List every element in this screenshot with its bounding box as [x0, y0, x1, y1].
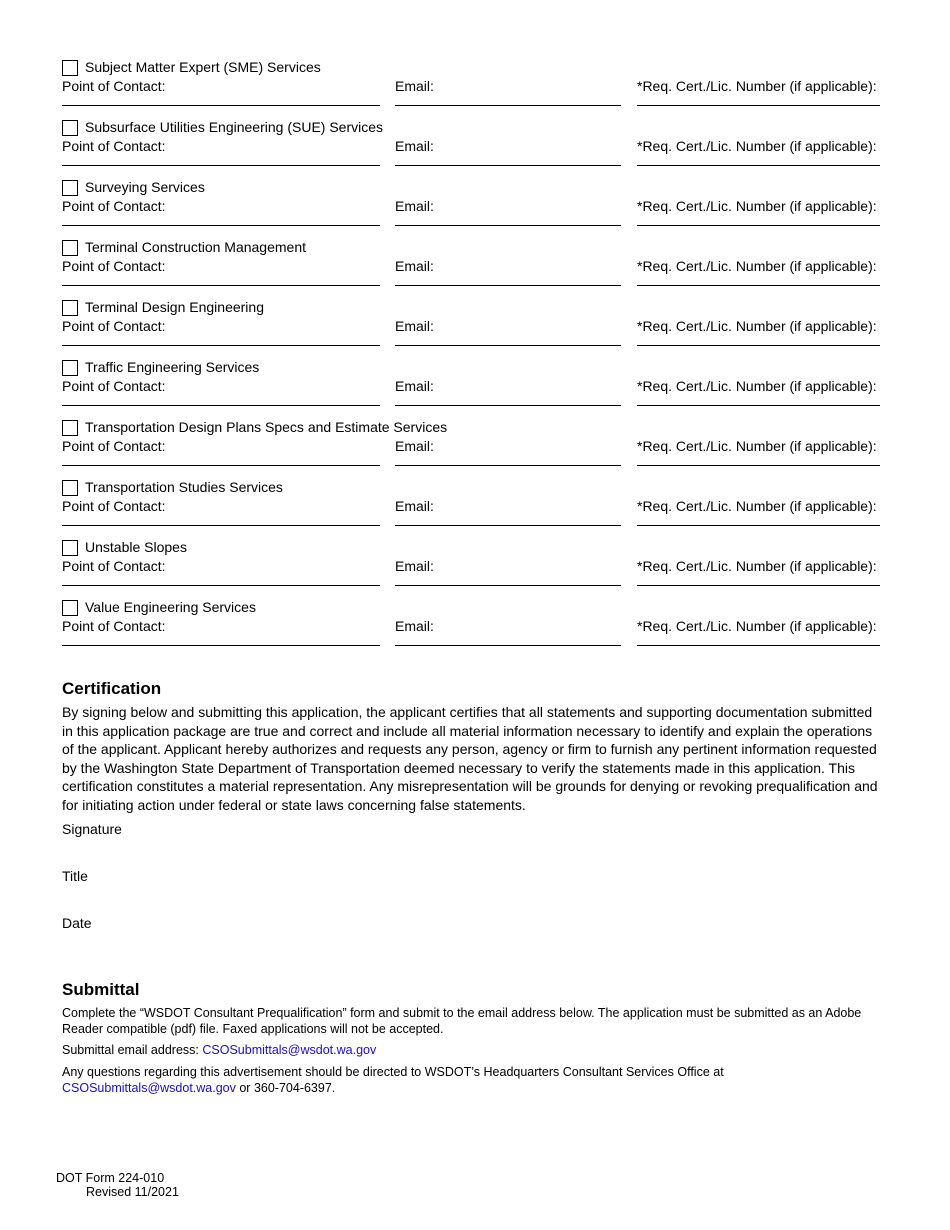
point-of-contact-label: Point of Contact: — [62, 378, 166, 394]
cert-number-label: *Req. Cert./Lic. Number (if applicable): — [637, 438, 877, 454]
email-label: Email: — [395, 318, 434, 334]
email-field[interactable] — [395, 225, 621, 226]
point-of-contact-field[interactable] — [62, 525, 380, 526]
questions-text — [62, 1064, 862, 1096]
service-row — [0, 179, 950, 239]
email-field[interactable] — [395, 585, 621, 586]
service-row — [0, 239, 950, 299]
submittal-heading: Submittal — [62, 980, 140, 999]
email-field[interactable] — [395, 285, 621, 286]
point-of-contact-label: Point of Contact: — [62, 618, 166, 634]
certification-text: By signing below and submitting this application, the applicant certifies that all statements and supporting documentation submitted in this application package are true and correct and include all material information necessary to identify and explain the operations of the applicant. Applicant hereby authorizes and requests any person, agency or firm to furnish any pertinent information requested by the Washington State Department of Transportation deemed necessary to verify the statements made in this application. This certification constitutes a material representation. Any misrepresentation will be grounds for denying or revoking prequalification and for initiating action under federal or state laws concerning false statements. — [62, 704, 878, 813]
service-row — [0, 299, 950, 359]
email-label: Email: — [395, 258, 434, 274]
point-of-contact-field[interactable] — [62, 105, 380, 106]
point-of-contact-field[interactable] — [62, 405, 380, 406]
cert-number-label: *Req. Cert./Lic. Number (if applicable): — [637, 318, 877, 334]
email-label: Email: — [395, 498, 434, 514]
point-of-contact-label: Point of Contact: — [62, 498, 166, 514]
cert-number-label: *Req. Cert./Lic. Number (if applicable): — [637, 378, 877, 394]
service-name: Terminal Design Engineering — [85, 299, 264, 315]
service-checkbox[interactable] — [62, 120, 78, 136]
email-field[interactable] — [395, 165, 621, 166]
signature-label: Signature — [62, 821, 122, 837]
email-label: Email: — [395, 78, 434, 94]
service-name: Transportation Studies Services — [85, 479, 283, 495]
submittal-instructions: Complete the “WSDOT Consultant Prequalification” form and submit to the email address below. The application must be submitted as an Adobe Reader compatible (pdf) file. Faxed applications will not be accepted. — [62, 1006, 862, 1036]
service-row — [0, 479, 950, 539]
cert-number-label: *Req. Cert./Lic. Number (if applicable): — [637, 558, 877, 574]
point-of-contact-field[interactable] — [62, 165, 380, 166]
email-field[interactable] — [395, 405, 621, 406]
service-row — [0, 419, 950, 479]
email-label: Email: — [395, 438, 434, 454]
point-of-contact-label: Point of Contact: — [62, 258, 166, 274]
point-of-contact-label: Point of Contact: — [62, 78, 166, 94]
cert-number-label: *Req. Cert./Lic. Number (if applicable): — [637, 78, 877, 94]
point-of-contact-label: Point of Contact: — [62, 438, 166, 454]
submittal-email-line — [62, 1042, 862, 1058]
service-row — [0, 119, 950, 179]
service-checkbox[interactable] — [62, 240, 78, 256]
service-checkbox[interactable] — [62, 600, 78, 616]
cert-number-label: *Req. Cert./Lic. Number (if applicable): — [637, 498, 877, 514]
cert-number-label: *Req. Cert./Lic. Number (if applicable): — [637, 138, 877, 154]
cert-number-field[interactable] — [637, 105, 880, 106]
point-of-contact-label: Point of Contact: — [62, 138, 166, 154]
submittal-email-link[interactable]: CSOSubmittals@wsdot.wa.gov — [202, 1043, 377, 1057]
email-field[interactable] — [395, 105, 621, 106]
email-field[interactable] — [395, 465, 621, 466]
email-label: Email: — [395, 198, 434, 214]
point-of-contact-field[interactable] — [62, 645, 380, 646]
service-row — [0, 359, 950, 419]
service-row — [0, 539, 950, 599]
email-label: Email: — [395, 378, 434, 394]
cert-number-field[interactable] — [637, 645, 880, 646]
cert-number-field[interactable] — [637, 345, 880, 346]
cert-number-label: *Req. Cert./Lic. Number (if applicable): — [637, 198, 877, 214]
service-row — [0, 59, 950, 119]
service-name: Unstable Slopes — [85, 539, 187, 555]
cert-number-field[interactable] — [637, 525, 880, 526]
questions-phone: or 360-704-6397. — [239, 1081, 336, 1095]
service-name: Subject Matter Expert (SME) Services — [85, 59, 321, 75]
point-of-contact-field[interactable] — [62, 345, 380, 346]
cert-number-field[interactable] — [637, 405, 880, 406]
point-of-contact-field[interactable] — [62, 285, 380, 286]
service-checkbox[interactable] — [62, 480, 78, 496]
cert-number-field[interactable] — [637, 585, 880, 586]
service-name: Subsurface Utilities Engineering (SUE) Services — [85, 119, 384, 135]
service-name: Surveying Services — [85, 179, 205, 195]
email-field[interactable] — [395, 525, 621, 526]
email-label: Email: — [395, 618, 434, 634]
service-name: Terminal Construction Management — [85, 239, 306, 255]
cert-number-field[interactable] — [637, 465, 880, 466]
service-checkbox[interactable] — [62, 360, 78, 376]
cert-number-label: *Req. Cert./Lic. Number (if applicable): — [637, 258, 877, 274]
submittal-email-label: Submittal email address: — [62, 1043, 199, 1057]
date-label: Date — [62, 915, 92, 931]
email-field[interactable] — [395, 345, 621, 346]
cert-number-field[interactable] — [637, 285, 880, 286]
email-label: Email: — [395, 138, 434, 154]
point-of-contact-field[interactable] — [62, 585, 380, 586]
email-field[interactable] — [395, 645, 621, 646]
cert-number-field[interactable] — [637, 165, 880, 166]
service-checkbox[interactable] — [62, 60, 78, 76]
email-label: Email: — [395, 558, 434, 574]
service-name: Value Engineering Services — [85, 599, 256, 615]
point-of-contact-field[interactable] — [62, 225, 380, 226]
service-checkbox[interactable] — [62, 420, 78, 436]
service-checkbox[interactable] — [62, 540, 78, 556]
form-number: DOT Form 224-010 — [56, 1171, 165, 1185]
service-name: Traffic Engineering Services — [85, 359, 260, 375]
point-of-contact-label: Point of Contact: — [62, 198, 166, 214]
service-checkbox[interactable] — [62, 180, 78, 196]
service-checkbox[interactable] — [62, 300, 78, 316]
cert-number-label: *Req. Cert./Lic. Number (if applicable): — [637, 618, 877, 634]
revised-date: Revised 11/2021 — [86, 1185, 179, 1199]
service-name: Transportation Design Plans Specs and Estimate Services — [85, 419, 448, 435]
questions-label: Any questions regarding this advertisement should be directed to WSDOT’s Headquarters Consultant Services Office at — [62, 1065, 724, 1079]
point-of-contact-label: Point of Contact: — [62, 318, 166, 334]
service-row — [0, 599, 950, 659]
point-of-contact-label: Point of Contact: — [62, 558, 166, 574]
point-of-contact-field[interactable] — [62, 465, 380, 466]
cert-number-field[interactable] — [637, 225, 880, 226]
title-label: Title — [62, 868, 88, 884]
certification-heading: Certification — [62, 679, 162, 698]
questions-email-link[interactable]: CSOSubmittals@wsdot.wa.gov — [62, 1081, 236, 1095]
